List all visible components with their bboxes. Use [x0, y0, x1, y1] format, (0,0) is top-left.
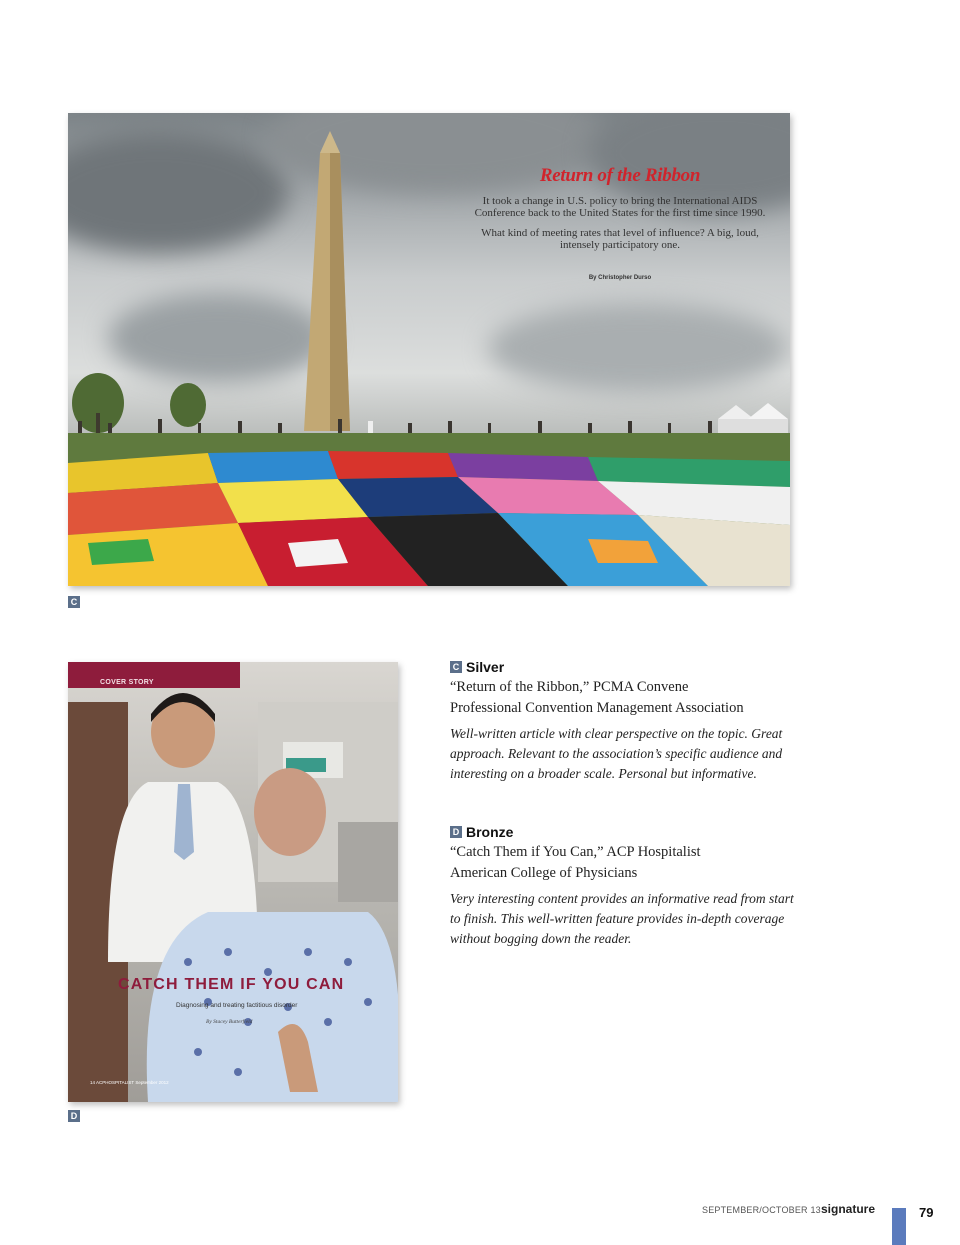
judges-comment: Well-written article with clear perspective on the topic. Great approach. Relevant to the association’s specific audience and interesting on a broader scale. Personal but informative.: [450, 726, 783, 781]
image-headline: CATCH THEM IF YOU CAN: [118, 976, 345, 993]
award-level: Bronze: [466, 824, 514, 840]
image-byline: By Stacey Butterfield: [206, 1019, 253, 1025]
award-heading: [450, 823, 800, 841]
image-folio: 14 ACPHOSPITALIST September 2012: [90, 1080, 169, 1085]
footer-accent-bar: [892, 1208, 906, 1245]
image-deck-paragraph: It took a change in U.S. policy to bring the International AIDS Conference back to the United States for the first time since 1990.: [474, 195, 766, 219]
image-deck: [470, 195, 770, 251]
award-level: Silver: [466, 659, 505, 675]
award-title: “Catch Them if You Can,” ACP Hospitalist: [450, 844, 701, 860]
aids-quilt-panels: [68, 443, 790, 586]
marker-c-inline: C: [450, 661, 462, 673]
award-entry-bronze: [450, 823, 800, 949]
marker-d-inline: D: [450, 826, 462, 838]
marker-d: D: [68, 1110, 80, 1122]
image-subhead: Diagnosing and treating factitious disorder: [176, 1002, 298, 1009]
image-deck-paragraph: What kind of meeting rates that level of influence? A big, loud, intensely participatory one.: [481, 227, 759, 251]
cover-story-tab: [68, 662, 240, 688]
image-byline: By Christopher Durso: [588, 275, 652, 281]
footer-issue-date: SEPTEMBER/OCTOBER 13: [702, 1205, 821, 1215]
judges-comment: Very interesting content provides an informative read from start to finish. This well-written feature provides in-depth coverage without bogging down the reader.: [450, 891, 794, 946]
image-headline: Return of the Ribbon: [539, 165, 701, 186]
article-image-return-of-the-ribbon: [68, 113, 790, 586]
award-title: “Return of the Ribbon,” PCMA Convene: [450, 679, 689, 695]
cover-story-label: COVER STORY: [100, 679, 154, 686]
article-image-catch-them-if-you-can: [68, 662, 398, 1102]
award-organization: American College of Physicians: [450, 865, 638, 881]
page-number: 79: [919, 1205, 934, 1220]
award-heading: [450, 658, 800, 676]
award-organization: Professional Convention Management Association: [450, 700, 744, 716]
marker-c: C: [68, 596, 80, 608]
award-entry-silver: [450, 658, 800, 784]
footer-magazine-name: signature: [821, 1202, 876, 1216]
hospital-scene: [68, 662, 398, 1102]
